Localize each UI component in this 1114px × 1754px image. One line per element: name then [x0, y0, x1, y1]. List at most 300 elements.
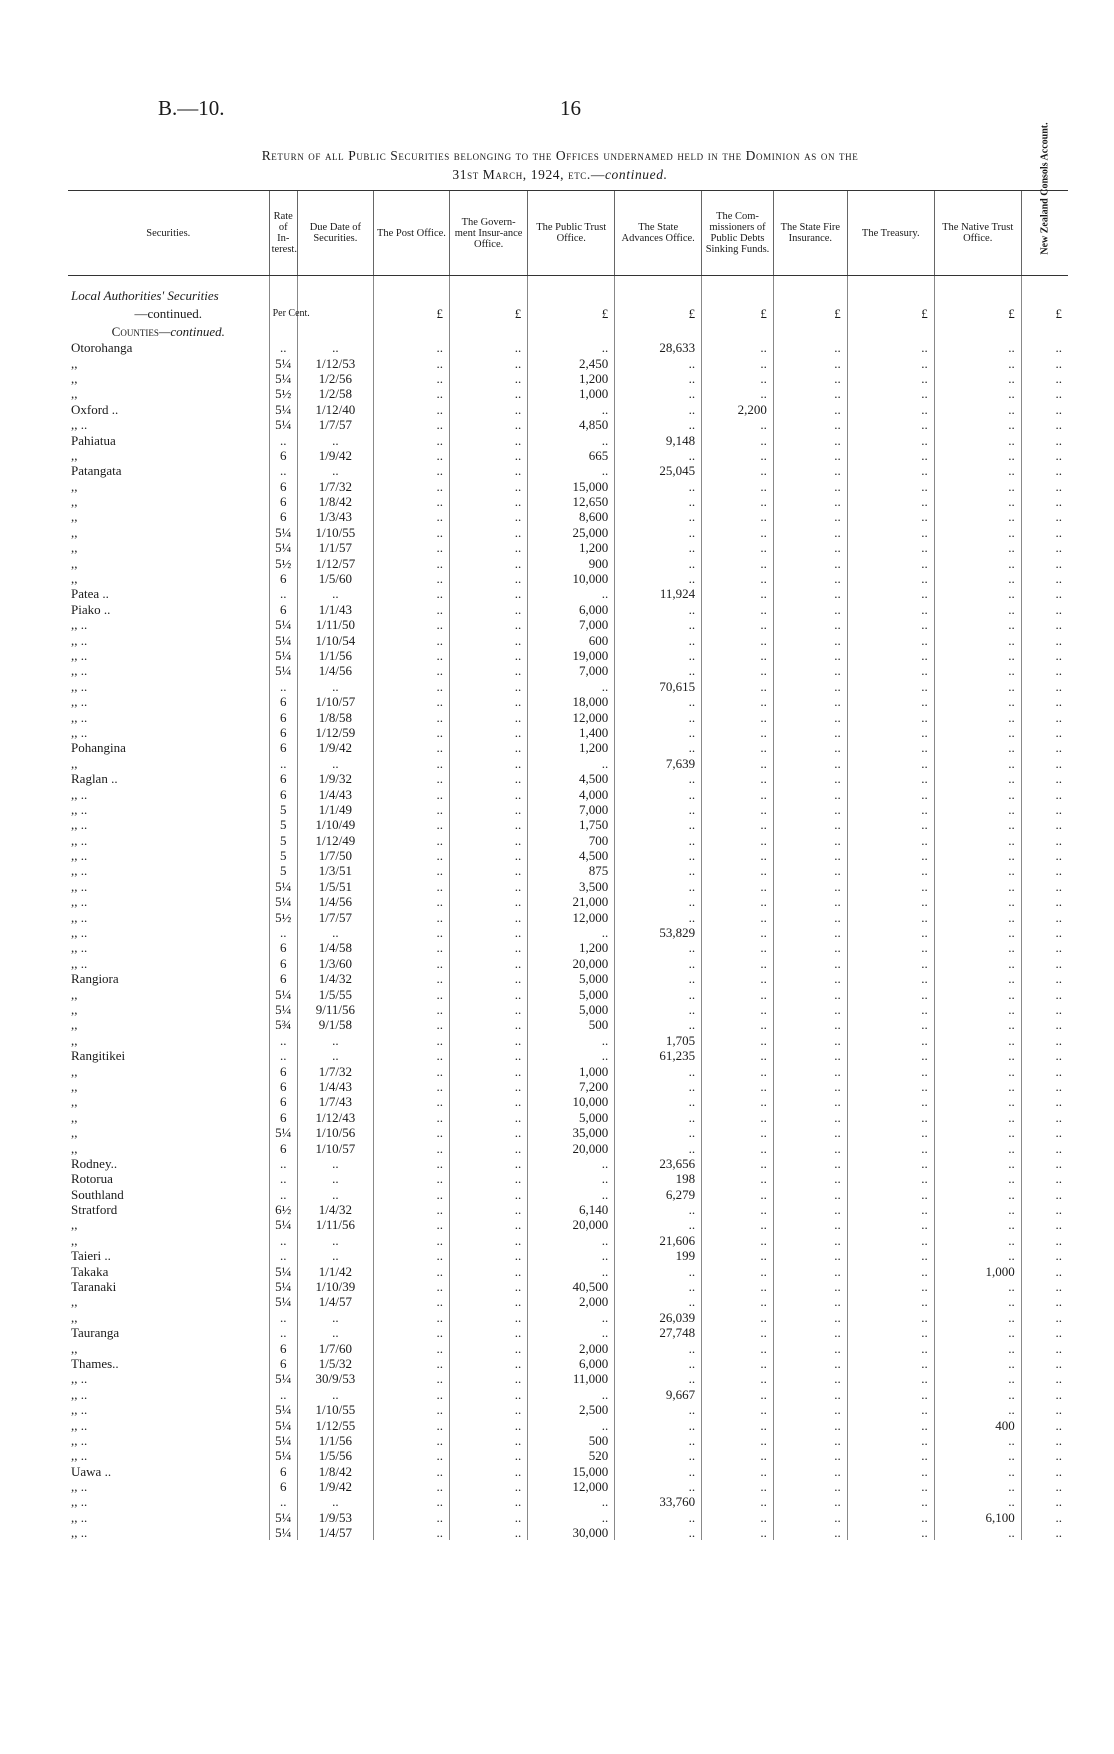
amount-cell: ..: [615, 1464, 702, 1479]
amount-cell: 6,000: [528, 602, 615, 617]
amount-cell: ..: [373, 494, 449, 509]
amount-cell: 61,235: [615, 1048, 702, 1063]
interest-rate: 5: [269, 848, 297, 863]
table-row: [68, 1325, 1068, 1340]
amount-cell: ..: [528, 463, 615, 478]
interest-rate: 6: [269, 509, 297, 524]
amount-cell: ..: [373, 1433, 449, 1448]
amount-cell: ..: [847, 786, 934, 801]
security-name: Uawa ..: [71, 1463, 112, 1479]
amount-cell: ..: [773, 1186, 847, 1201]
table-row: [68, 355, 1068, 370]
due-date: 1/1/43: [297, 602, 373, 617]
due-date: 1/10/49: [297, 817, 373, 832]
amount-cell: ..: [934, 1125, 1021, 1140]
amount-cell: ..: [1021, 1433, 1068, 1448]
due-date: ..: [297, 586, 373, 601]
amount-cell: ..: [615, 355, 702, 370]
amount-cell: ..: [773, 1094, 847, 1109]
amount-cell: 500: [528, 1017, 615, 1032]
amount-cell: ..: [702, 1079, 774, 1094]
col-rate: Rate of In-terest.: [269, 191, 297, 276]
amount-cell: ..: [1021, 1125, 1068, 1140]
amount-cell: ..: [702, 1479, 774, 1494]
amount-cell: ..: [934, 509, 1021, 524]
amount-cell: ..: [934, 1110, 1021, 1125]
amount-cell: ..: [773, 817, 847, 832]
amount-cell: ..: [373, 479, 449, 494]
amount-cell: ..: [773, 386, 847, 401]
amount-cell: ..: [702, 1279, 774, 1294]
amount-cell: ..: [702, 1248, 774, 1263]
amount-cell: ..: [1021, 802, 1068, 817]
amount-cell: ..: [934, 1371, 1021, 1386]
col-due-date: Due Date of Securities.: [297, 191, 373, 276]
amount-cell: ..: [702, 494, 774, 509]
amount-cell: ..: [528, 1417, 615, 1432]
due-date: 1/10/56: [297, 1125, 373, 1140]
interest-rate: 5: [269, 833, 297, 848]
amount-cell: ..: [702, 1017, 774, 1032]
table-row: [68, 1125, 1068, 1140]
due-date: 1/4/32: [297, 1202, 373, 1217]
security-name: ,,: [71, 447, 78, 463]
security-name: ,,: [71, 540, 78, 556]
pound-unit: £: [773, 304, 847, 322]
interest-rate: 5: [269, 817, 297, 832]
amount-cell: ..: [773, 1048, 847, 1063]
amount-cell: ..: [528, 679, 615, 694]
amount-cell: ..: [615, 1294, 702, 1309]
amount-cell: ..: [615, 1140, 702, 1155]
security-name: ,, ..: [71, 940, 88, 956]
interest-rate: 6: [269, 1479, 297, 1494]
amount-cell: ..: [615, 1402, 702, 1417]
amount-cell: ..: [934, 833, 1021, 848]
amount-cell: ..: [1021, 386, 1068, 401]
interest-rate: 6: [269, 479, 297, 494]
amount-cell: ..: [702, 833, 774, 848]
amount-cell: ..: [1021, 1063, 1068, 1078]
interest-rate: 6: [269, 771, 297, 786]
amount-cell: ..: [847, 940, 934, 955]
amount-cell: ..: [449, 1125, 527, 1140]
amount-cell: ..: [773, 1079, 847, 1094]
amount-cell: ..: [847, 1233, 934, 1248]
amount-cell: ..: [615, 663, 702, 678]
security-name: Taieri ..: [71, 1248, 111, 1264]
amount-cell: 4,500: [528, 848, 615, 863]
amount-cell: ..: [528, 1263, 615, 1278]
security-name: ,,: [71, 1232, 78, 1248]
amount-cell: ..: [773, 879, 847, 894]
amount-cell: ..: [373, 802, 449, 817]
amount-cell: ..: [615, 1079, 702, 1094]
due-date: 1/9/42: [297, 740, 373, 755]
interest-rate: 5¼: [269, 986, 297, 1001]
amount-cell: ..: [773, 1217, 847, 1232]
interest-rate: 6: [269, 786, 297, 801]
amount-cell: ..: [773, 1263, 847, 1278]
amount-cell: ..: [615, 1094, 702, 1109]
amount-cell: ..: [702, 956, 774, 971]
amount-cell: ..: [615, 602, 702, 617]
interest-rate: 6: [269, 725, 297, 740]
security-name: Rodney..: [71, 1155, 118, 1171]
amount-cell: ..: [847, 371, 934, 386]
due-date: ..: [297, 679, 373, 694]
amount-cell: ..: [773, 586, 847, 601]
amount-cell: 26,039: [615, 1310, 702, 1325]
table-row: [68, 817, 1068, 832]
amount-cell: ..: [1021, 1479, 1068, 1494]
due-date: 1/4/58: [297, 940, 373, 955]
table-row: [68, 740, 1068, 755]
amount-cell: ..: [773, 1310, 847, 1325]
amount-cell: ..: [1021, 971, 1068, 986]
table-row: [68, 494, 1068, 509]
amount-cell: ..: [1021, 725, 1068, 740]
amount-cell: ..: [449, 1063, 527, 1078]
amount-cell: ..: [934, 1479, 1021, 1494]
amount-cell: ..: [449, 340, 527, 355]
amount-cell: ..: [373, 894, 449, 909]
amount-cell: ..: [773, 1356, 847, 1371]
amount-cell: ..: [702, 371, 774, 386]
due-date: 1/3/51: [297, 863, 373, 878]
amount-cell: 18,000: [528, 694, 615, 709]
due-date: 1/7/57: [297, 417, 373, 432]
security-name: ,, ..: [71, 632, 88, 648]
amount-cell: ..: [773, 663, 847, 678]
amount-cell: ..: [847, 1248, 934, 1263]
table-row: [68, 1186, 1068, 1201]
amount-cell: ..: [615, 494, 702, 509]
amount-cell: ..: [615, 1479, 702, 1494]
amount-cell: ..: [373, 1233, 449, 1248]
amount-cell: 1,000: [934, 1263, 1021, 1278]
security-name: ,,: [71, 1032, 78, 1048]
amount-cell: ..: [449, 1325, 527, 1340]
amount-cell: ..: [615, 740, 702, 755]
pound-unit: £: [1021, 304, 1068, 322]
amount-cell: ..: [449, 1402, 527, 1417]
amount-cell: ..: [373, 1094, 449, 1109]
amount-cell: ..: [773, 1325, 847, 1340]
amount-cell: ..: [449, 909, 527, 924]
amount-cell: ..: [373, 940, 449, 955]
amount-cell: ..: [615, 1279, 702, 1294]
amount-cell: ..: [1021, 894, 1068, 909]
amount-cell: ..: [702, 355, 774, 370]
amount-cell: ..: [528, 432, 615, 447]
security-name: ,,: [71, 1094, 78, 1110]
amount-cell: ..: [934, 386, 1021, 401]
amount-cell: ..: [449, 1417, 527, 1432]
amount-cell: ..: [773, 1387, 847, 1402]
due-date: 1/3/43: [297, 509, 373, 524]
amount-cell: ..: [847, 1479, 934, 1494]
security-name: ,, ..: [71, 955, 88, 971]
amount-cell: ..: [847, 1510, 934, 1525]
amount-cell: ..: [1021, 879, 1068, 894]
amount-cell: ..: [702, 586, 774, 601]
table-row: [68, 1371, 1068, 1386]
amount-cell: 1,000: [528, 386, 615, 401]
amount-cell: ..: [702, 663, 774, 678]
amount-cell: ..: [1021, 540, 1068, 555]
amount-cell: ..: [449, 1248, 527, 1263]
amount-cell: ..: [449, 1140, 527, 1155]
due-date: 1/5/51: [297, 879, 373, 894]
due-date: 1/4/56: [297, 663, 373, 678]
amount-cell: ..: [934, 648, 1021, 663]
table-row: [68, 1525, 1068, 1540]
amount-cell: 6,140: [528, 1202, 615, 1217]
amount-cell: ..: [615, 709, 702, 724]
amount-cell: ..: [847, 571, 934, 586]
due-date: 1/12/57: [297, 555, 373, 570]
amount-cell: ..: [615, 694, 702, 709]
amount-cell: ..: [1021, 1279, 1068, 1294]
amount-cell: ..: [934, 540, 1021, 555]
amount-cell: ..: [373, 1464, 449, 1479]
amount-cell: ..: [702, 340, 774, 355]
amount-cell: ..: [449, 632, 527, 647]
due-date: 1/7/32: [297, 1063, 373, 1078]
amount-cell: ..: [773, 417, 847, 432]
amount-cell: ..: [934, 771, 1021, 786]
amount-cell: 7,000: [528, 802, 615, 817]
amount-cell: ..: [373, 1387, 449, 1402]
amount-cell: 500: [528, 1433, 615, 1448]
amount-cell: ..: [702, 617, 774, 632]
amount-cell: ..: [449, 1079, 527, 1094]
amount-cell: ..: [847, 1202, 934, 1217]
interest-rate: 6: [269, 1063, 297, 1078]
table-row: [68, 986, 1068, 1001]
title-line-2: 31st March, 1924, etc.—continued.: [452, 167, 668, 182]
amount-cell: ..: [373, 986, 449, 1001]
security-name: ,,: [71, 1340, 78, 1356]
security-name: ,,: [71, 509, 78, 525]
interest-rate: 6: [269, 448, 297, 463]
security-name: ,, ..: [71, 817, 88, 833]
amount-cell: 400: [934, 1417, 1021, 1432]
amount-cell: ..: [449, 540, 527, 555]
col-public-trust: The Public Trust Office.: [528, 191, 615, 276]
due-date: 1/4/32: [297, 971, 373, 986]
amount-cell: ..: [847, 1263, 934, 1278]
security-name: ,,: [71, 1309, 78, 1325]
amount-cell: ..: [373, 679, 449, 694]
amount-cell: ..: [702, 725, 774, 740]
amount-cell: ..: [528, 1510, 615, 1525]
amount-cell: ..: [934, 1279, 1021, 1294]
amount-cell: ..: [773, 1279, 847, 1294]
amount-cell: ..: [528, 1248, 615, 1263]
table-row: [68, 894, 1068, 909]
amount-cell: ..: [528, 402, 615, 417]
amount-cell: ..: [615, 1263, 702, 1278]
col-state-fire: The State Fire Insurance.: [773, 191, 847, 276]
amount-cell: 5,000: [528, 1002, 615, 1017]
amount-cell: ..: [373, 509, 449, 524]
amount-cell: ..: [702, 602, 774, 617]
security-name: ,, ..: [71, 801, 88, 817]
amount-cell: ..: [934, 1217, 1021, 1232]
amount-cell: 5,000: [528, 971, 615, 986]
amount-cell: ..: [449, 1464, 527, 1479]
security-name: Pohangina: [71, 740, 126, 756]
amount-cell: ..: [847, 756, 934, 771]
interest-rate: 5¾: [269, 1017, 297, 1032]
amount-cell: ..: [847, 1156, 934, 1171]
amount-cell: ..: [373, 386, 449, 401]
due-date: 1/9/42: [297, 1479, 373, 1494]
document-title: [60, 146, 1060, 184]
amount-cell: 11,924: [615, 586, 702, 601]
table-row: [68, 340, 1068, 355]
security-name: Pahiatua: [71, 432, 116, 448]
amount-cell: 199: [615, 1248, 702, 1263]
amount-cell: ..: [449, 1448, 527, 1463]
amount-cell: ..: [773, 786, 847, 801]
amount-cell: 30,000: [528, 1525, 615, 1540]
amount-cell: ..: [1021, 1140, 1068, 1155]
security-name: ,,: [71, 755, 78, 771]
due-date: 1/5/32: [297, 1356, 373, 1371]
amount-cell: ..: [615, 509, 702, 524]
interest-rate: 5¼: [269, 632, 297, 647]
interest-rate: 5¼: [269, 1525, 297, 1540]
amount-cell: 20,000: [528, 956, 615, 971]
due-date: ..: [297, 1310, 373, 1325]
amount-cell: ..: [1021, 1248, 1068, 1263]
amount-cell: ..: [934, 1156, 1021, 1171]
table-row: [68, 448, 1068, 463]
amount-cell: ..: [773, 555, 847, 570]
amount-cell: ..: [847, 1217, 934, 1232]
amount-cell: ..: [847, 509, 934, 524]
security-name: ,, ..: [71, 1432, 88, 1448]
amount-cell: ..: [934, 448, 1021, 463]
amount-cell: ..: [773, 509, 847, 524]
interest-rate: 6: [269, 709, 297, 724]
amount-cell: ..: [449, 848, 527, 863]
amount-cell: ..: [847, 1464, 934, 1479]
amount-cell: ..: [934, 417, 1021, 432]
amount-cell: ..: [934, 340, 1021, 355]
amount-cell: ..: [373, 340, 449, 355]
page-number: 16: [560, 96, 581, 120]
interest-rate: 5¼: [269, 1279, 297, 1294]
table-row: [68, 555, 1068, 570]
amount-cell: 27,748: [615, 1325, 702, 1340]
amount-cell: ..: [373, 1017, 449, 1032]
interest-rate: ..: [269, 340, 297, 355]
table-row: [68, 417, 1068, 432]
interest-rate: ..: [269, 1387, 297, 1402]
amount-cell: ..: [934, 1186, 1021, 1201]
amount-cell: ..: [847, 802, 934, 817]
table-row: [68, 848, 1068, 863]
security-name: Oxford ..: [71, 401, 119, 417]
amount-cell: ..: [934, 663, 1021, 678]
amount-cell: ..: [528, 925, 615, 940]
amount-cell: ..: [847, 617, 934, 632]
interest-rate: 6: [269, 1340, 297, 1355]
amount-cell: ..: [373, 1510, 449, 1525]
amount-cell: ..: [373, 971, 449, 986]
amount-cell: ..: [1021, 1017, 1068, 1032]
amount-cell: ..: [773, 1417, 847, 1432]
amount-cell: ..: [847, 432, 934, 447]
amount-cell: ..: [847, 863, 934, 878]
amount-cell: ..: [449, 1494, 527, 1509]
amount-cell: ..: [934, 786, 1021, 801]
amount-cell: ..: [773, 971, 847, 986]
interest-rate: 6: [269, 1356, 297, 1371]
amount-cell: ..: [773, 1017, 847, 1032]
amount-cell: ..: [934, 525, 1021, 540]
amount-cell: ..: [847, 956, 934, 971]
amount-cell: ..: [773, 617, 847, 632]
amount-cell: ..: [449, 432, 527, 447]
security-name: ,, ..: [71, 678, 88, 694]
amount-cell: ..: [373, 756, 449, 771]
amount-cell: ..: [934, 709, 1021, 724]
interest-rate: 5¼: [269, 1294, 297, 1309]
amount-cell: ..: [773, 986, 847, 1001]
table-row: [68, 1387, 1068, 1402]
table-row: [68, 1171, 1068, 1186]
amount-cell: 3,500: [528, 879, 615, 894]
table-row: [68, 756, 1068, 771]
amount-cell: ..: [934, 571, 1021, 586]
amount-cell: ..: [847, 386, 934, 401]
amount-cell: 33,760: [615, 1494, 702, 1509]
security-name: ,, ..: [71, 1402, 88, 1418]
amount-cell: ..: [934, 1017, 1021, 1032]
column-header-row: [68, 191, 1068, 276]
security-name: ,, ..: [71, 648, 88, 663]
amount-cell: ..: [449, 756, 527, 771]
amount-cell: ..: [934, 1094, 1021, 1109]
interest-rate: ..: [269, 756, 297, 771]
due-date: ..: [297, 1033, 373, 1048]
amount-cell: ..: [847, 833, 934, 848]
table-row: [68, 709, 1068, 724]
amount-cell: ..: [615, 448, 702, 463]
amount-cell: 12,650: [528, 494, 615, 509]
amount-cell: ..: [373, 586, 449, 601]
amount-cell: ..: [934, 925, 1021, 940]
table-row: [68, 432, 1068, 447]
amount-cell: ..: [702, 909, 774, 924]
amount-cell: ..: [702, 1387, 774, 1402]
due-date: 1/7/50: [297, 848, 373, 863]
amount-cell: ..: [847, 1017, 934, 1032]
amount-cell: ..: [1021, 1310, 1068, 1325]
amount-cell: ..: [373, 1156, 449, 1171]
security-name: ,,: [71, 1294, 78, 1310]
amount-cell: ..: [373, 909, 449, 924]
amount-cell: ..: [702, 1294, 774, 1309]
due-date: 1/8/42: [297, 1464, 373, 1479]
amount-cell: ..: [702, 1002, 774, 1017]
amount-cell: 1,200: [528, 371, 615, 386]
